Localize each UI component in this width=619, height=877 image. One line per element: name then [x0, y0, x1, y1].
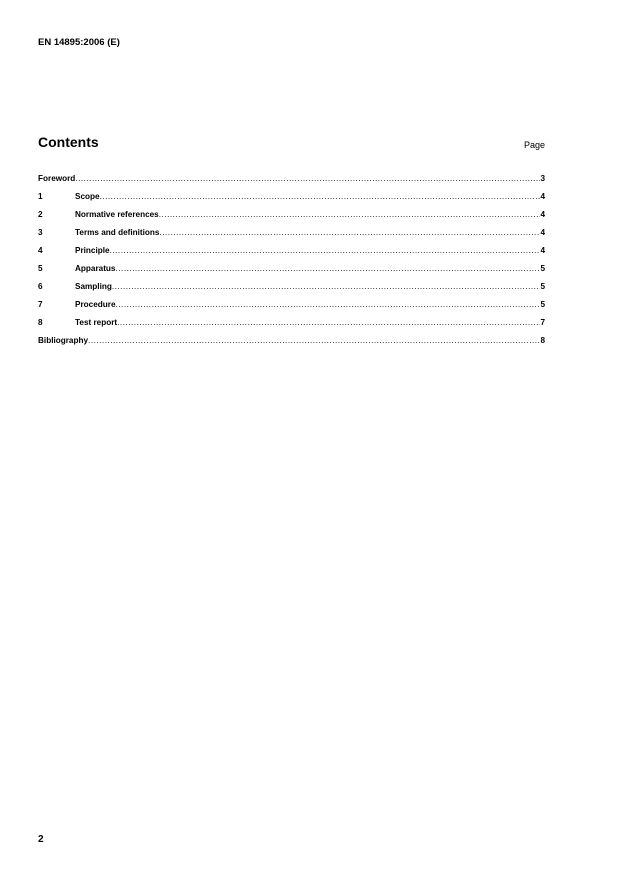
- toc-entry-label: Scope: [75, 192, 100, 201]
- toc-entry-label: Sampling: [75, 282, 112, 291]
- toc-entry-page: 4: [540, 192, 545, 201]
- toc-entry[interactable]: [38, 336, 545, 354]
- toc-entry-label: Foreword: [38, 174, 76, 183]
- toc-entry-label: Principle: [75, 246, 110, 255]
- toc-entry[interactable]: [38, 264, 545, 282]
- dot-leader: [88, 336, 540, 345]
- toc-entry-number: 7: [38, 300, 43, 309]
- toc-entry[interactable]: [38, 318, 545, 336]
- toc-entry-label: Normative references: [75, 210, 159, 219]
- dot-leader: [116, 300, 541, 309]
- toc-entry-number: 8: [38, 318, 43, 327]
- document-id-header: EN 14895:2006 (E): [38, 37, 120, 48]
- dot-leader: [159, 228, 540, 237]
- contents-title: Contents: [38, 134, 99, 150]
- toc-entry-number: 1: [38, 192, 43, 201]
- toc-entry-number: 4: [38, 246, 43, 255]
- page-column-label: Page: [523, 140, 545, 150]
- toc-entry-number: 3: [38, 228, 43, 237]
- toc-entry-page: 7: [540, 318, 545, 327]
- toc-entry-page: 4: [540, 210, 545, 219]
- toc-entry[interactable]: [38, 228, 545, 246]
- toc-entry[interactable]: [38, 300, 545, 318]
- toc-entry-number: 6: [38, 282, 43, 291]
- table-of-contents: [38, 174, 545, 354]
- toc-entry[interactable]: [38, 282, 545, 300]
- dot-leader: [117, 318, 540, 327]
- dot-leader: [100, 192, 541, 201]
- dot-leader: [75, 174, 540, 183]
- toc-entry-label: Test report: [75, 318, 118, 327]
- toc-entry-label: Apparatus: [75, 264, 116, 273]
- toc-entry[interactable]: [38, 192, 545, 210]
- dot-leader: [116, 264, 541, 273]
- dot-leader: [159, 210, 541, 219]
- toc-entry-page: 5: [540, 282, 545, 291]
- toc-entry-page: 4: [540, 228, 545, 237]
- dot-leader: [112, 282, 541, 291]
- toc-entry-page: 4: [540, 246, 545, 255]
- dot-leader: [110, 246, 541, 255]
- toc-entry-page: 5: [540, 300, 545, 309]
- toc-entry-label: Terms and definitions: [75, 228, 160, 237]
- toc-entry-number: 2: [38, 210, 43, 219]
- toc-entry[interactable]: [38, 210, 545, 228]
- toc-entry-page: 8: [540, 336, 545, 345]
- toc-entry[interactable]: [38, 246, 545, 264]
- toc-entry-page: 5: [540, 264, 545, 273]
- toc-entry-label: Bibliography: [38, 336, 89, 345]
- toc-entry[interactable]: [38, 174, 545, 192]
- toc-entry-label: Procedure: [75, 300, 116, 309]
- page-number: 2: [38, 834, 44, 845]
- toc-entry-page: 3: [540, 174, 545, 183]
- toc-entry-number: 5: [38, 264, 43, 273]
